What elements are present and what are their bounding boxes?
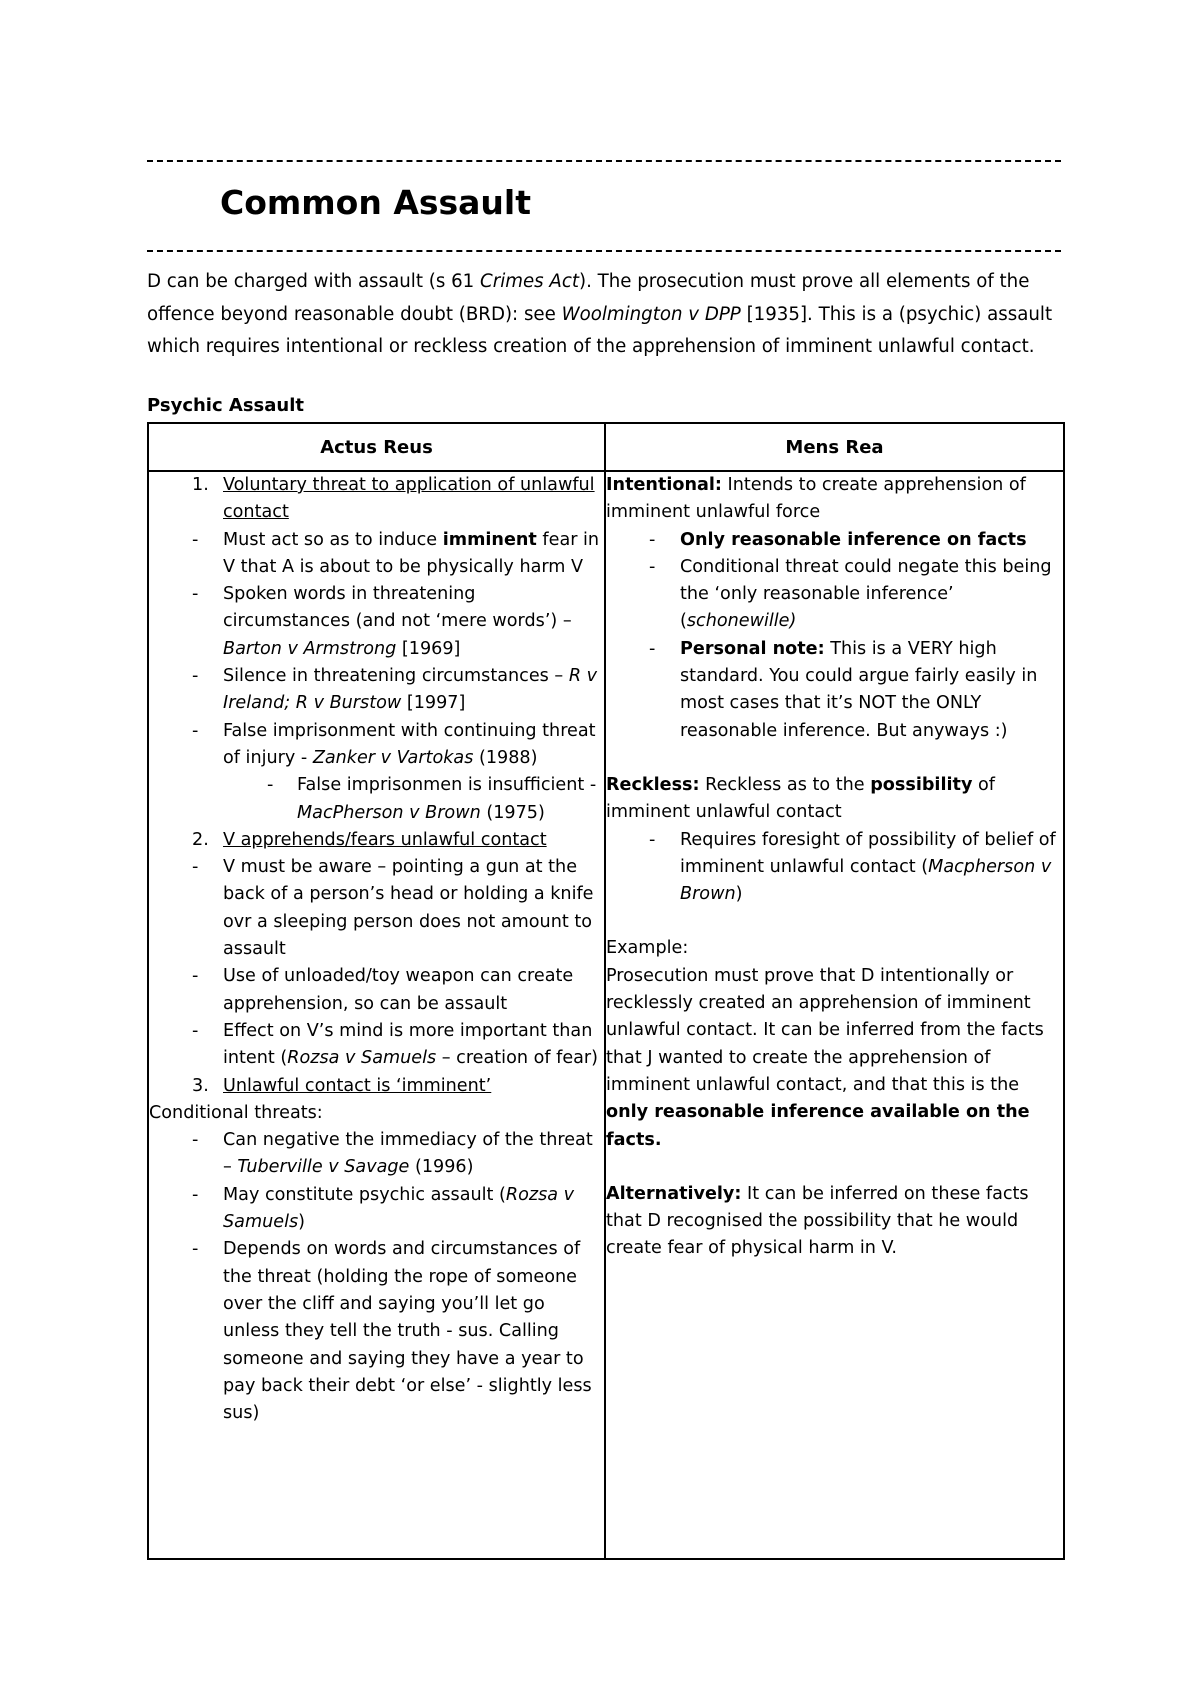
elements-table — [147, 422, 1065, 1560]
element-2: 2. V apprehends/fears unlawful contact — [192, 829, 547, 850]
list-item: - May constitute psychic assault (Rozsa v Samuels) — [149, 1182, 604, 1237]
list-item: - Silence in threatening circumstances – R v Ireland; R v Burstow [1997] — [149, 663, 604, 718]
list-item: - False imprisonment with continuing threat of injury - Zanker v Vartokas (1988) — [149, 718, 604, 773]
list-item: - False imprisonmen is insufficient - MacPherson v Brown (1975) — [149, 772, 604, 827]
section-heading: Psychic Assault — [147, 395, 305, 416]
table-header-row — [148, 423, 1064, 471]
reckless-definition: Reckless: Reckless as to the possibility of imminent unlawful contact — [606, 774, 995, 823]
list-item: - Use of unloaded/toy weapon can create apprehension, so can be assault — [149, 963, 604, 1018]
element-1-points — [149, 527, 604, 773]
list-item: - Only reasonable inference on facts — [606, 527, 1063, 554]
list-item: - Conditional threat could negate this being the ‘only reasonable inference’ (schonewille) — [606, 554, 1063, 636]
example-label: Example: — [606, 938, 689, 959]
list-item: - V must be aware – pointing a gun at the back of a person’s head or holding a knife ovr a sleeping person does not amount to assault — [149, 854, 604, 963]
list-item: - Requires foresight of possibility of belief of imminent unlawful contact (Macpherson v Brown) — [606, 827, 1063, 909]
intentional-definition: Intentional: Intends to create apprehension of imminent unlawful force — [606, 475, 1026, 523]
list-item: - Can negative the immediacy of the threat – Tuberville v Savage (1996) — [149, 1127, 604, 1182]
bottom-dashed-rule — [147, 250, 1061, 252]
element-3: 3. Unlawful contact is ‘imminent’ — [192, 1075, 492, 1096]
reckless-points — [606, 827, 1063, 909]
element-1: 1. Voluntary threat to application of unlawful contact — [192, 475, 595, 523]
element-1-subpoints — [149, 772, 604, 827]
conditional-points — [149, 1127, 604, 1427]
list-item: - Spoken words in threatening circumstances (and not ‘mere words’) – Barton v Armstrong [1969] — [149, 581, 604, 663]
actus-reus-cell — [148, 471, 605, 1559]
intro-paragraph: D can be charged with assault (s 61 Crimes Act). The prosecution must prove all elements of the offence beyond reasonable doubt (BRD): see Woolmington v DPP [1935]. This is a (psychic) assault which requires intentional or reckless creation of the apprehension of imminent unlawful contact. — [147, 271, 1053, 357]
list-item: - Personal note: This is a VERY high standard. You could argue fairly easily in most cases that it’s NOT the ONLY reasonable inference. But anyways :) — [606, 636, 1063, 745]
header-mens-rea: Mens Rea — [605, 423, 1064, 471]
list-item: - Depends on words and circumstances of the threat (holding the rope of someone over the cliff and saying you’ll let go unless they tell the truth - sus. Calling someone and saying they have a year to pay back their debt ‘or else’ - slightly less sus) — [149, 1236, 604, 1427]
example-text: Prosecution must prove that D intentionally or recklessly created an apprehension of imminent unlawful contact. It can be inferred from the facts that J wanted to create the apprehension of imminent unlawful contact, and that this is the only reasonable inference available on the facts. — [606, 965, 1044, 1150]
intentional-points — [606, 527, 1063, 745]
list-item: - Effect on V’s mind is more important than intent (Rozsa v Samuels – creation of fear) — [149, 1018, 604, 1073]
alternative-text: Alternatively: It can be inferred on these facts that D recognised the possibility that he would create fear of physical harm in V. — [606, 1183, 1029, 1259]
conditional-threats-label: Conditional threats: — [149, 1102, 323, 1123]
page-title: Common Assault — [220, 183, 531, 222]
list-item: - Must act so as to induce imminent fear in V that A is about to be physically harm V — [149, 527, 604, 582]
table-body-row — [148, 471, 1064, 1559]
top-dashed-rule — [147, 160, 1061, 162]
header-actus-reus: Actus Reus — [148, 423, 605, 471]
element-2-points — [149, 854, 604, 1072]
mens-rea-cell — [605, 471, 1064, 1559]
